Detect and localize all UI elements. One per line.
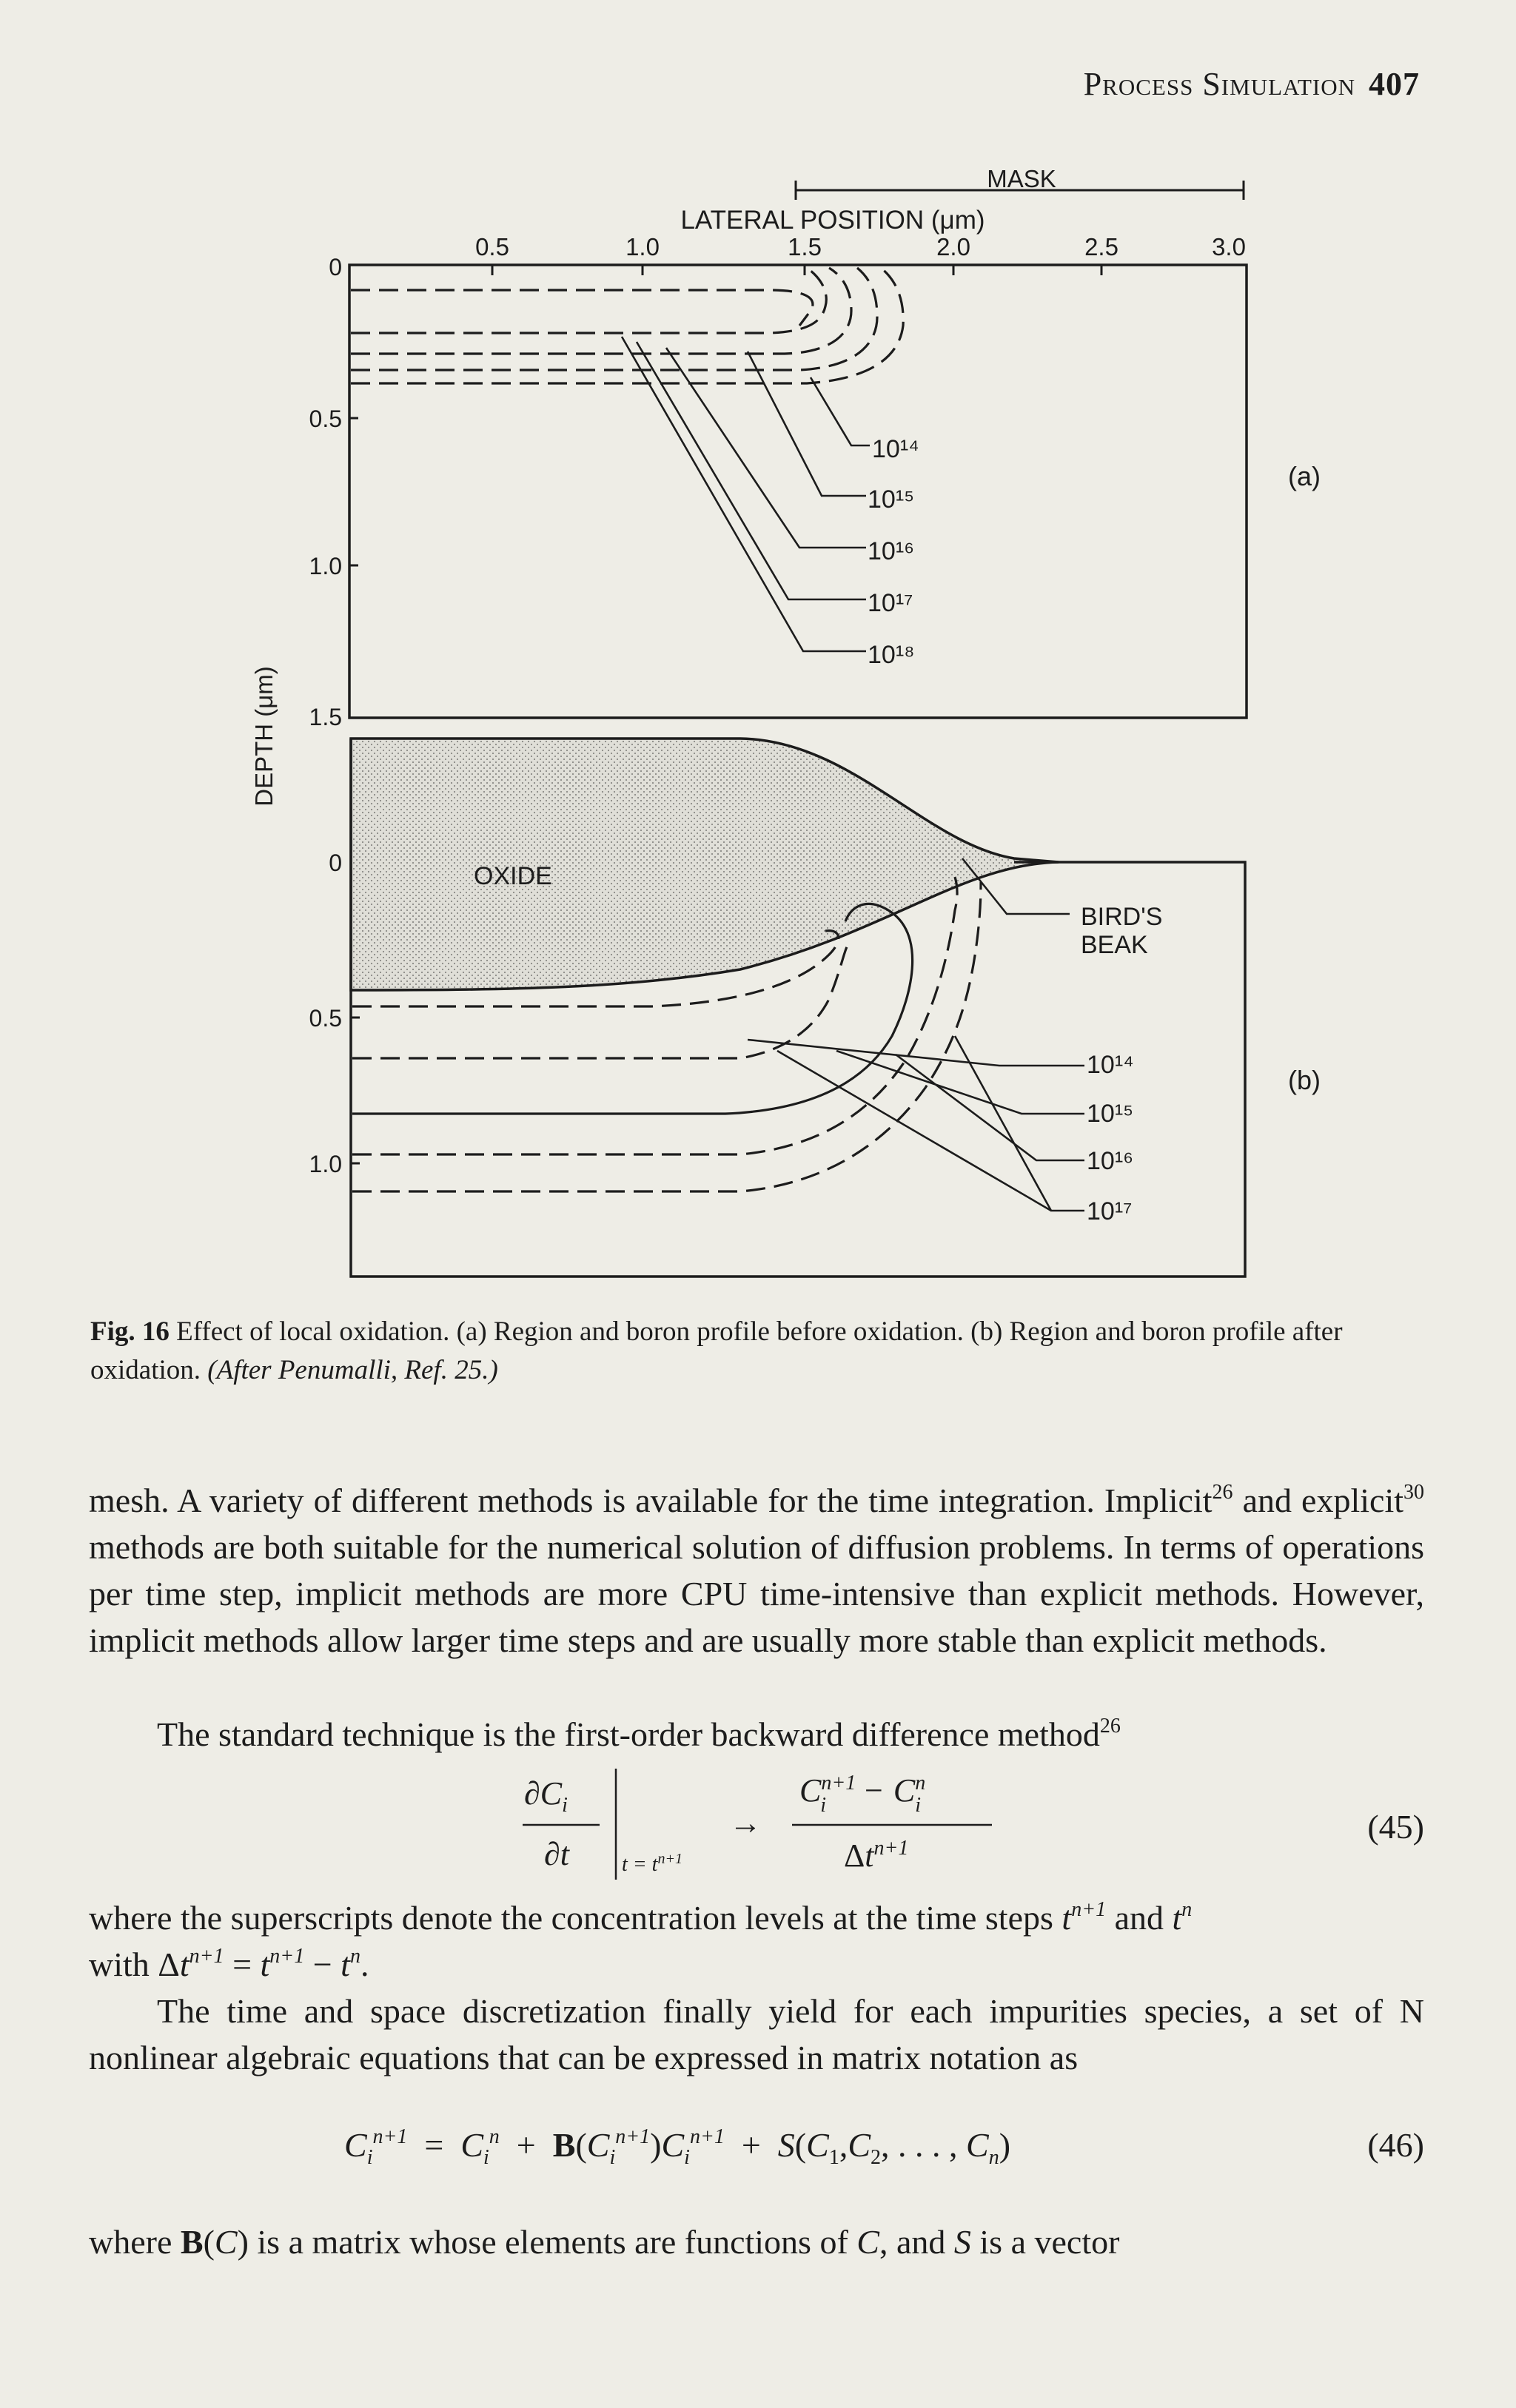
paragraph-text: where the superscripts denote the concentration levels at the time steps xyxy=(89,1899,1053,1937)
y-tick-label: 1.0 xyxy=(309,1151,342,1177)
equation-46-math: $C_i^{n+1} = C_i^n + B(C_i^{n+1})C_i^{n+1} + S(C_1,C_2$, . . . , $C_n$) xyxy=(344,2125,1011,2170)
running-title: Process Simulation xyxy=(1083,66,1355,102)
x-tick-label: 2.0 xyxy=(936,233,970,260)
contour-label: 10¹⁴ xyxy=(1087,1051,1134,1079)
paragraph-text: The time and space discretization finally yield for each impurities species, a set of N nonlinear algebraic equations that can be expressed in matrix notation as xyxy=(89,1992,1424,2076)
panel-a-frame xyxy=(349,265,1247,718)
paragraph-text: is a vector xyxy=(979,2223,1120,2261)
svg-text:Cn+1i−Cni: $C^{n+1}$ $i - C^n$ i xyxy=(799,1772,926,1817)
panel-b xyxy=(309,739,1321,1277)
body-paragraph: where the superscripts denote the concentration levels at the time steps $t^{n+1}$ and $t^n$ with $\Delta t^{n+1} = t^{n+1} - t^n$. xyxy=(89,1897,1193,1983)
x-tick-label: 1.0 xyxy=(625,233,660,260)
contour-line xyxy=(351,268,851,354)
equation-number: (46) xyxy=(1367,2126,1424,2164)
svg-text:∂Ci: $\partial C_i$ xyxy=(524,1775,568,1817)
svg-text:∂t: ∂t xyxy=(544,1836,569,1872)
caption-text: Effect of local oxidation. (a) Region and boron profile before oxidation. (b) Region and boron profile after oxidation. xyxy=(90,1316,1343,1385)
paragraph-text: The standard technique is the first-order backward difference method xyxy=(157,1715,1100,1753)
paragraph-text: where xyxy=(89,2223,172,2261)
panel-a-label: (a) xyxy=(1288,461,1321,491)
body-paragraph: where B(C) is a matrix whose elements are functions of C, and S is a vector xyxy=(89,2223,1120,2261)
y-tick-label: 0 xyxy=(329,850,342,876)
body-paragraph xyxy=(89,1711,1424,1758)
figure-number: Fig. 16 xyxy=(90,1316,170,1347)
paragraph-text: is a matrix whose elements are functions of xyxy=(257,2223,848,2261)
paragraph-text: and explicit xyxy=(1242,1482,1404,1519)
equation-number: (45) xyxy=(1367,1808,1424,1846)
equation-45 xyxy=(0,1769,1516,1894)
mask-label: MASK xyxy=(987,165,1056,192)
contour-label: 10¹⁸ xyxy=(868,641,915,669)
y-axis-title: DEPTH (μm) xyxy=(250,666,278,807)
x-tick-label: 0.5 xyxy=(475,233,509,260)
svg-text:t = tn+1: $t = t^{n+1}$ xyxy=(622,1851,682,1876)
contour-label: 10¹⁵ xyxy=(1087,1100,1134,1128)
top-axis-title: LATERAL POSITION (μm) xyxy=(680,206,985,235)
equation-45-math xyxy=(0,1769,1516,1894)
oxide-label: OXIDE xyxy=(474,862,552,890)
contour-line xyxy=(351,268,903,383)
panel-b-label: (b) xyxy=(1288,1065,1321,1095)
equation-46 xyxy=(0,2121,1516,2173)
contour-label: 10¹⁶ xyxy=(1087,1147,1134,1175)
x-tick-label: 3.0 xyxy=(1212,233,1246,260)
contour-line xyxy=(351,268,826,333)
y-tick-label: 1.0 xyxy=(309,553,342,579)
paragraph-text: methods are both suitable for the numerical solution of diffusion problems. In terms of operations per time step, implicit methods are more CPU time-intensive than explicit methods. However, implicit methods allow larger time steps and are usually more stable than explicit methods. xyxy=(89,1528,1424,1659)
x-tick-label: 1.5 xyxy=(788,233,822,260)
reference-marker: 26 xyxy=(1099,1714,1121,1738)
y-tick-label: 1.5 xyxy=(309,704,342,730)
contour-line xyxy=(351,290,813,326)
caption-source: (After Penumalli, Ref. 25.) xyxy=(207,1355,498,1385)
contour-label: 10¹⁷ xyxy=(1087,1197,1133,1225)
x-tick-label: 2.5 xyxy=(1084,233,1118,260)
contour-label: 10¹⁴ xyxy=(872,435,919,463)
y-tick-label: 0 xyxy=(329,254,342,280)
reference-marker: 30 xyxy=(1403,1480,1425,1504)
paragraph-text: with xyxy=(89,1945,150,1983)
y-tick-label: 0.5 xyxy=(309,406,342,432)
paragraph-text: and xyxy=(896,2223,946,2261)
paragraph-text: mesh. A variety of different methods is available for the time integration. Implicit xyxy=(89,1482,1213,1519)
figure-caption xyxy=(90,1313,1430,1390)
svg-text:Δtn+1: $\Delta t^{n+1}$ xyxy=(844,1837,909,1874)
contour-label: 10¹⁷ xyxy=(868,589,913,617)
paragraph-text: and xyxy=(1114,1899,1164,1937)
contour-label: 10¹⁵ xyxy=(868,485,915,514)
reference-marker: 26 xyxy=(1212,1480,1233,1504)
body-paragraph xyxy=(89,1477,1424,1664)
y-tick-label: 0.5 xyxy=(309,1005,342,1032)
birds-beak-label: BIRD'S xyxy=(1081,903,1163,931)
body-paragraph xyxy=(89,1988,1424,2081)
oxide-region xyxy=(351,739,1059,990)
birds-beak-label: BEAK xyxy=(1081,931,1148,959)
page-number: 407 xyxy=(1369,66,1420,102)
svg-text:→: → xyxy=(729,1805,762,1841)
panel-a xyxy=(309,254,1321,730)
contour-label: 10¹⁶ xyxy=(868,537,915,565)
